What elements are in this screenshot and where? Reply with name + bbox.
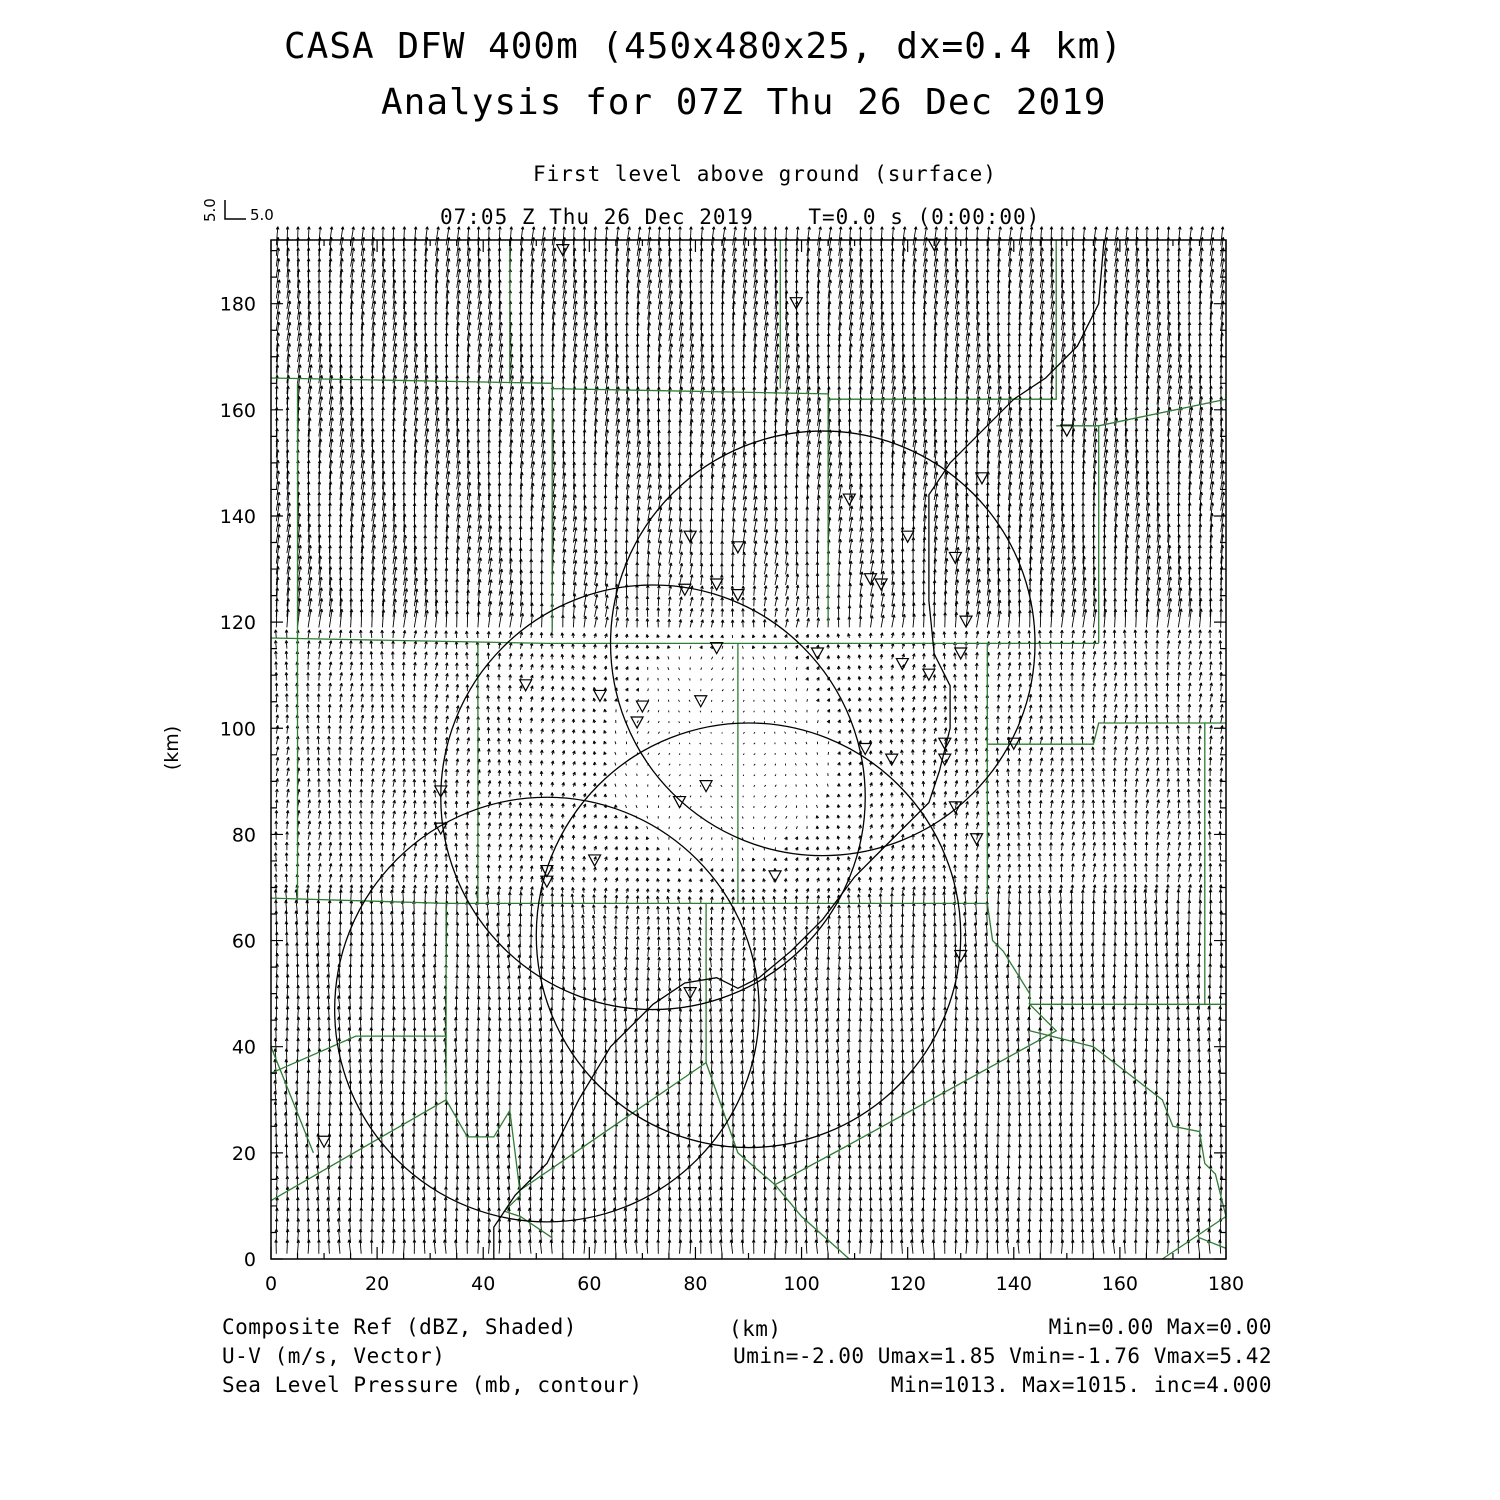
county-boundary-line <box>446 1100 510 1137</box>
axis-tick-labels <box>220 294 1244 1295</box>
station-marker-icon <box>939 754 951 765</box>
county-boundary-line <box>271 898 987 903</box>
y-tick-label: 80 <box>231 824 256 847</box>
footer-right-2: Umin=-2.00 Umax=1.85 Vmin=-1.76 Vmax=5.42 <box>733 1344 1272 1368</box>
time-label: 07:05 Z Thu 26 Dec 2019 T=0.0 s (0:00:00) <box>440 205 1041 229</box>
level-label: First level above ground (surface) <box>533 162 997 186</box>
vector-key <box>201 198 274 224</box>
station-marker-icon <box>902 531 914 542</box>
x-tick-label: 0 <box>264 1273 278 1295</box>
footer-right-3: Min=1013. Max=1015. inc=4.000 <box>890 1373 1272 1397</box>
footer-right-1: Min=0.00 Max=0.00 <box>1048 1315 1272 1339</box>
vector-key-icon <box>225 200 246 219</box>
x-tick-label: 160 <box>1101 1273 1139 1295</box>
station-markers <box>318 239 1073 1147</box>
x-axis-label: (km) <box>729 1317 782 1341</box>
station-marker-icon <box>896 659 908 670</box>
y-tick-label: 140 <box>219 505 256 528</box>
county-boundary-line <box>1162 1217 1226 1260</box>
county-boundary-line <box>271 638 1099 643</box>
radar-range-ring <box>536 723 960 1148</box>
title-line-1: CASA DFW 400m (450x480x25, dx=0.4 km) <box>284 26 1123 67</box>
y-tick-label: 120 <box>219 612 256 635</box>
x-tick-label: 180 <box>1207 1273 1245 1295</box>
vector-key-v-label: 5.0 <box>201 198 219 222</box>
vector-key-u-label: 5.0 <box>250 206 274 224</box>
county-boundary-line <box>1200 1238 1227 1249</box>
station-marker-icon <box>976 473 988 484</box>
station-marker-icon <box>700 781 712 792</box>
x-tick-label: 40 <box>471 1273 496 1295</box>
x-tick-label: 100 <box>783 1273 820 1295</box>
county-boundary-line <box>1205 723 1226 1004</box>
y-tick-label: 180 <box>219 293 256 316</box>
footer-left-3: Sea Level Pressure (mb, contour) <box>222 1373 643 1397</box>
y-tick-label: 40 <box>231 1036 256 1059</box>
county-boundary-line <box>271 1047 313 1153</box>
footer-left-2: U-V (m/s, Vector) <box>222 1344 446 1368</box>
y-axis-label: (km) <box>161 725 183 771</box>
county-boundary-line <box>1030 1031 1226 1217</box>
x-tick-label: 20 <box>365 1273 390 1295</box>
footer-left-1: Composite Ref (dBZ, Shaded) <box>222 1315 577 1339</box>
x-tick-label: 80 <box>683 1273 708 1295</box>
county-boundary-line <box>987 723 1226 744</box>
y-tick-label: 0 <box>243 1249 256 1271</box>
y-tick-label: 20 <box>231 1142 256 1165</box>
x-tick-label: 60 <box>577 1273 602 1295</box>
x-tick-label: 140 <box>995 1273 1032 1295</box>
station-marker-icon <box>732 542 744 553</box>
station-marker-icon <box>520 680 532 691</box>
radar-range-ring <box>335 797 759 1222</box>
county-boundary-line <box>828 240 1056 399</box>
y-tick-label: 160 <box>219 399 256 422</box>
title-line-2: Analysis for 07Z Thu 26 Dec 2019 <box>381 82 1107 123</box>
y-tick-label: 60 <box>231 930 256 953</box>
station-marker-icon <box>674 797 686 808</box>
y-tick-label: 100 <box>219 718 256 741</box>
radar-range-ring <box>441 585 865 1010</box>
x-tick-label: 120 <box>889 1273 926 1295</box>
